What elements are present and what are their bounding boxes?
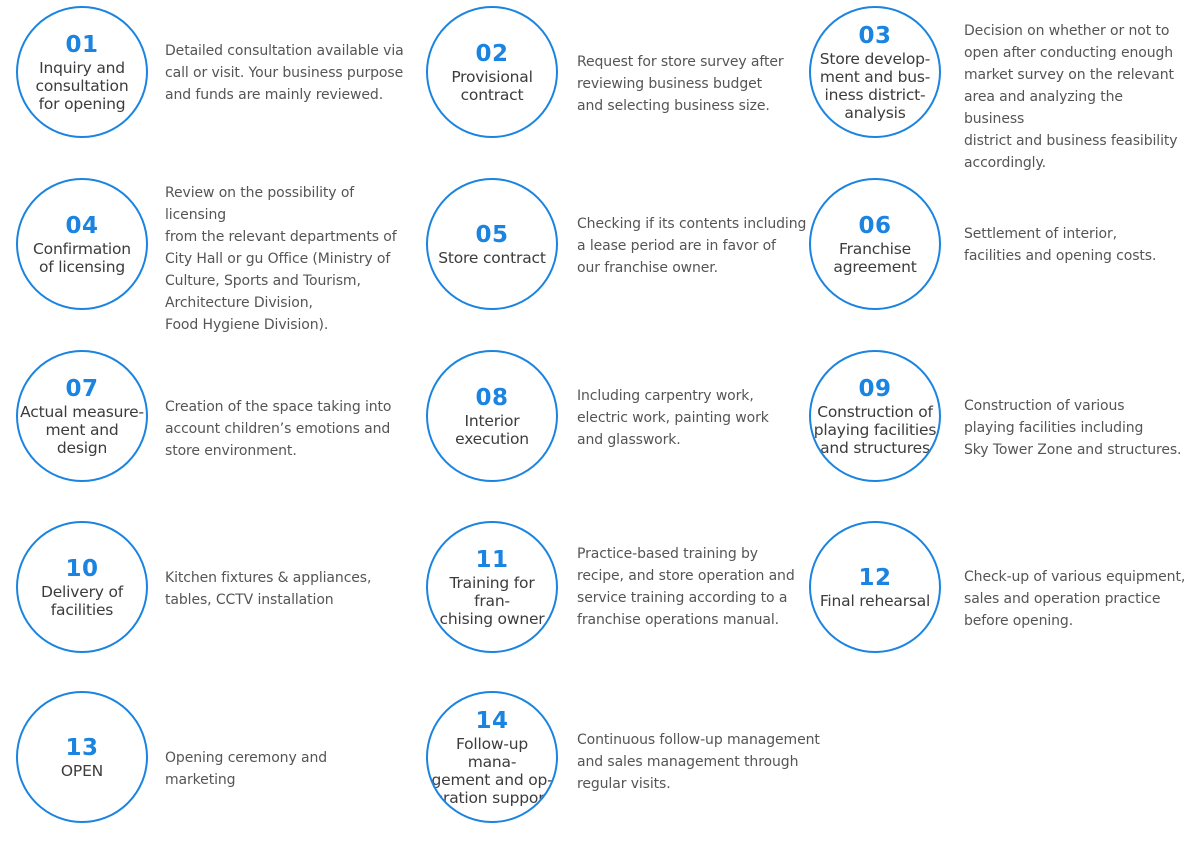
- step-title: Actual measure- ment and design: [20, 402, 144, 457]
- step-circle: [426, 691, 558, 823]
- step-number: 04: [65, 212, 99, 239]
- step-circle: [16, 521, 148, 653]
- step-circle: [16, 178, 148, 310]
- step-circle: [426, 178, 558, 310]
- step-number: 02: [475, 40, 509, 67]
- step-number: 11: [475, 546, 509, 573]
- step-number: 10: [65, 555, 99, 582]
- step-number: 01: [65, 31, 99, 58]
- step-number: 09: [858, 375, 892, 402]
- step-description: Check-up of various equipment, sales and operation practice before opening.: [964, 569, 1186, 629]
- step-circle: [426, 350, 558, 482]
- step-description: Including carpentry work, electric work, painting work and glasswork.: [577, 388, 769, 448]
- step-number: 14: [475, 707, 509, 734]
- step-description: Kitchen fixtures & appliances, tables, CCTV installation: [165, 570, 372, 608]
- step-number: 13: [65, 734, 99, 761]
- step-circle: [809, 521, 941, 653]
- step-title: Provisional contract: [451, 67, 533, 104]
- step-description: Detailed consultation available via call or visit. Your business purpose and funds are mainly reviewed.: [165, 43, 404, 103]
- step-number: 05: [475, 221, 509, 248]
- step-circle: [809, 178, 941, 310]
- step-circle: [16, 350, 148, 482]
- step-description: Opening ceremony and marketing: [165, 750, 328, 788]
- step-number: 08: [475, 384, 509, 411]
- step-circle: [16, 691, 148, 823]
- step-description: Request for store survey after reviewing business budget and selecting business size.: [577, 54, 784, 114]
- step-number: 06: [858, 212, 892, 239]
- step-circle: [426, 521, 558, 653]
- step-title: Interior execution: [455, 411, 529, 448]
- step-number: 07: [65, 375, 99, 402]
- step-description: Practice-based training by recipe, and store operation and service training according to a franchise operations manual.: [577, 546, 795, 628]
- step-description: Review on the possibility of licensing from the relevant departments of City Hall or gu Office (Ministry of Culture, Sports and Tourism, Architecture Division, Food Hygiene Division).: [165, 185, 397, 333]
- step-description: Continuous follow-up management and sales management through regular visits.: [577, 732, 820, 792]
- step-title: OPEN: [60, 761, 104, 780]
- step-description: Checking if its contents including a lease period are in favor of our franchise owner.: [577, 216, 807, 276]
- step-title: Final rehearsal: [819, 591, 931, 610]
- step-number: 12: [858, 564, 892, 591]
- step-title: Franchise agreement: [833, 239, 917, 276]
- step-title: Store contract: [438, 248, 546, 267]
- step-circle: [16, 6, 148, 138]
- step-circle: [809, 350, 941, 482]
- step-title: Follow-up mana- gement and op- eration support: [431, 734, 553, 807]
- step-description: Settlement of interior, facilities and opening costs.: [964, 226, 1157, 264]
- step-title: Construction of playing facilities and structures: [813, 402, 937, 457]
- step-circle: [426, 6, 558, 138]
- step-title: Store develop- ment and bus- iness district- analysis: [819, 49, 931, 122]
- step-title: Inquiry and consultation for opening: [35, 58, 129, 113]
- step-circle: [809, 6, 941, 138]
- step-description: Construction of various playing facilities including Sky Tower Zone and structures.: [964, 398, 1182, 458]
- step-title: Delivery of facilities: [40, 582, 123, 619]
- step-description: Decision on whether or not to open after conducting enough market survey on the relevant area and analyzing the business district and business feasibility accordingly.: [964, 23, 1178, 171]
- step-title: Training for fran- chising owner: [439, 573, 545, 628]
- step-title: Confirmation of licensing: [33, 239, 131, 276]
- step-number: 03: [858, 22, 892, 49]
- step-description: Creation of the space taking into account children’s emotions and store environment.: [165, 399, 392, 459]
